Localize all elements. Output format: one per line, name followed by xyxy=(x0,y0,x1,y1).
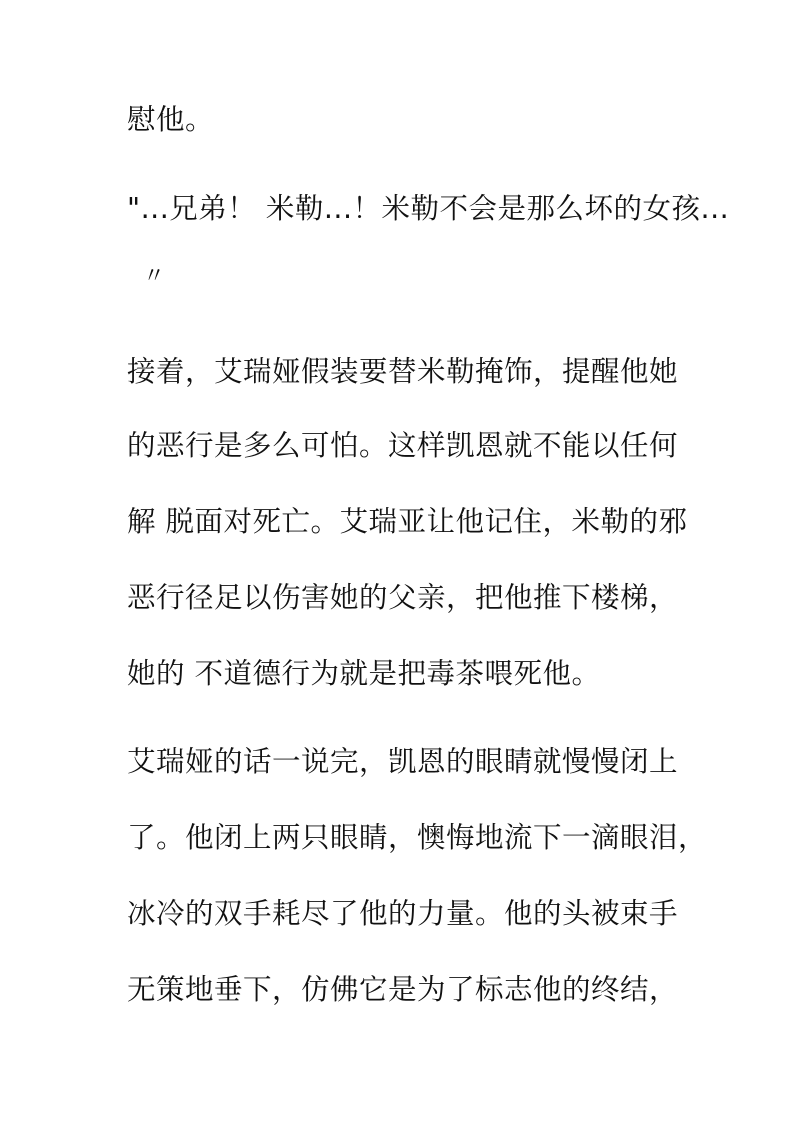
text-line-2: "...兄弟！ 米勒...！米勒不会是那么坏的女孩... xyxy=(127,192,730,225)
text-line-8: 她的 不道德行为就是把毒茶喂死他。 xyxy=(127,657,601,690)
text-line-1: 慰他。 xyxy=(127,103,215,136)
text-line-7: 恶行径足以伤害她的父亲，把他推下楼梯， xyxy=(127,581,679,614)
text-line-3: 〃 xyxy=(143,264,166,289)
text-line-4: 接着，艾瑞娅假装要替米勒掩饰，提醒他她 xyxy=(127,355,679,388)
text-line-5: 的恶行是多么可怕。这样凯恩就不能以任何 xyxy=(127,429,679,462)
text-line-12: 无策地垂下，仿佛它是为了标志他的终结， xyxy=(127,973,679,1006)
text-line-9: 艾瑞娅的话一说完，凯恩的眼睛就慢慢闭上 xyxy=(127,745,679,778)
text-line-11: 冰冷的双手耗尽了他的力量。他的头被束手 xyxy=(127,897,679,930)
text-line-6: 解 脱面对死亡。艾瑞亚让他记住，米勒的邪 xyxy=(127,505,688,538)
text-line-10: 了。他闭上两只眼睛，懊悔地流下一滴眼泪， xyxy=(127,821,708,854)
